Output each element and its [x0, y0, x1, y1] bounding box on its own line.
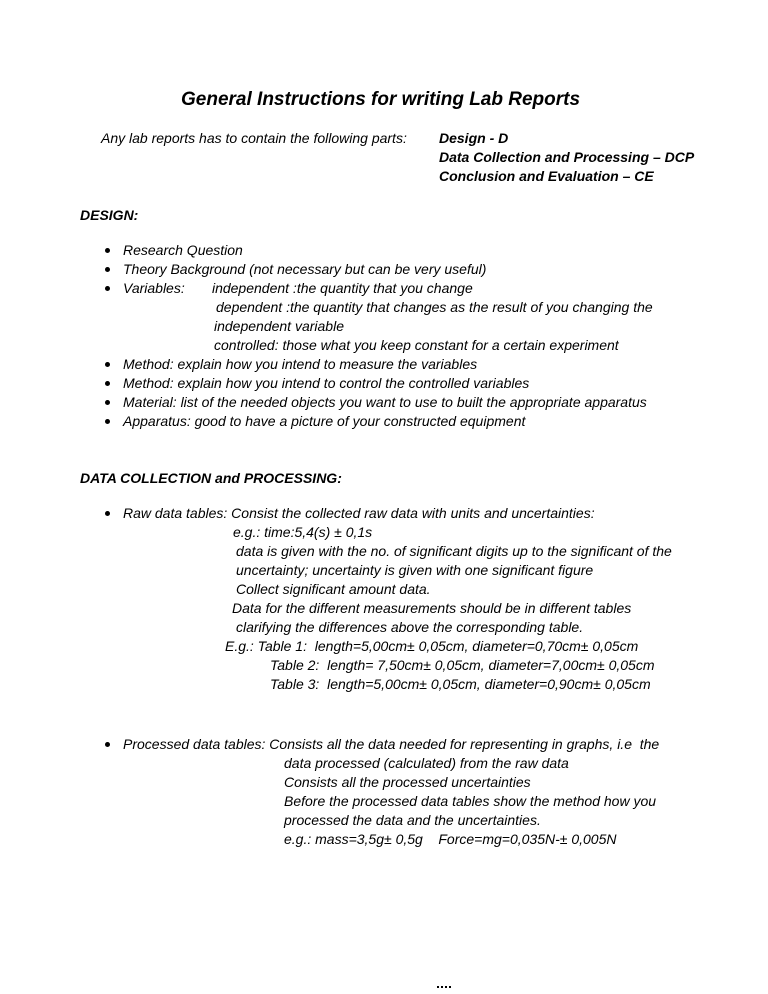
bullet — [105, 419, 110, 424]
processed-data-line: Consists all the processed uncertainties — [284, 774, 531, 790]
processed-data-line: processed the data and the uncertainties. — [284, 812, 541, 828]
bullet — [105, 248, 110, 253]
bullet — [105, 286, 110, 291]
processed-data-example: e.g.: mass=3,5g± 0,5g Force=mg=0,035N-± 0,005N — [284, 831, 617, 847]
design-item: Method: explain how you intend to control the controlled variables — [123, 375, 530, 391]
design-item: Apparatus: good to have a picture of your constructed equipment — [123, 413, 526, 429]
design-item: Method: explain how you intend to measure the variables — [123, 356, 478, 372]
raw-data-line: Collect significant amount data. — [236, 581, 431, 597]
part-ce: Conclusion and Evaluation – CE — [439, 168, 654, 184]
design-heading: DESIGN: — [80, 207, 139, 223]
bullet — [105, 381, 110, 386]
raw-data-line: data is given with the no. of significant digits up to the significant of the — [236, 543, 672, 559]
intro-lead: Any lab reports has to contain the following parts: — [101, 130, 407, 146]
variables-dependent: dependent :the quantity that changes as the result of you changing the — [216, 299, 653, 315]
raw-data-lead: Raw data tables: Consist the collected raw data with units and uncertainties: — [123, 505, 595, 521]
page-footer-mark — [437, 986, 451, 992]
raw-data-table-1: E.g.: Table 1: length=5,00cm± 0,05cm, diameter=0,70cm± 0,05cm — [225, 638, 639, 654]
raw-data-line: Data for the different measurements should be in different tables — [232, 600, 632, 616]
part-design: Design - D — [439, 130, 509, 146]
bullet — [105, 267, 110, 272]
raw-data-line: uncertainty; uncertainty is given with one significant figure — [236, 562, 594, 578]
bullet — [105, 400, 110, 405]
dcp-heading: DATA COLLECTION and PROCESSING: — [80, 470, 342, 486]
page-title: General Instructions for writing Lab Reports — [181, 89, 581, 110]
design-item-variables: Variables: independent :the quantity that you change — [123, 280, 473, 296]
processed-data-line: data processed (calculated) from the raw data — [284, 755, 569, 771]
raw-data-line: clarifying the differences above the corresponding table. — [236, 619, 584, 635]
bullet — [105, 511, 110, 516]
design-item: Theory Background (not necessary but can be very useful) — [123, 261, 487, 277]
processed-data-lead: Processed data tables: Consists all the data needed for representing in graphs, i.e the — [123, 736, 660, 752]
raw-data-line: e.g.: time:5,4(s) ± 0,1s — [233, 524, 373, 540]
design-item: Research Question — [123, 242, 243, 258]
raw-data-table-2: Table 2: length= 7,50cm± 0,05cm, diameter=7,00cm± 0,05cm — [270, 657, 655, 673]
variables-controlled: controlled: those what you keep constant for a certain experiment — [214, 337, 619, 353]
raw-data-table-3: Table 3: length=5,00cm± 0,05cm, diameter=0,90cm± 0,05cm — [270, 676, 651, 692]
processed-data-line: Before the processed data tables show the method how you — [284, 793, 657, 809]
bullet — [105, 742, 110, 747]
bullet — [105, 362, 110, 367]
design-item: Material: list of the needed objects you want to use to built the appropriate apparatus — [123, 394, 647, 410]
variables-dependent-cont: independent variable — [214, 318, 344, 334]
part-dcp: Data Collection and Processing – DCP — [439, 149, 695, 165]
